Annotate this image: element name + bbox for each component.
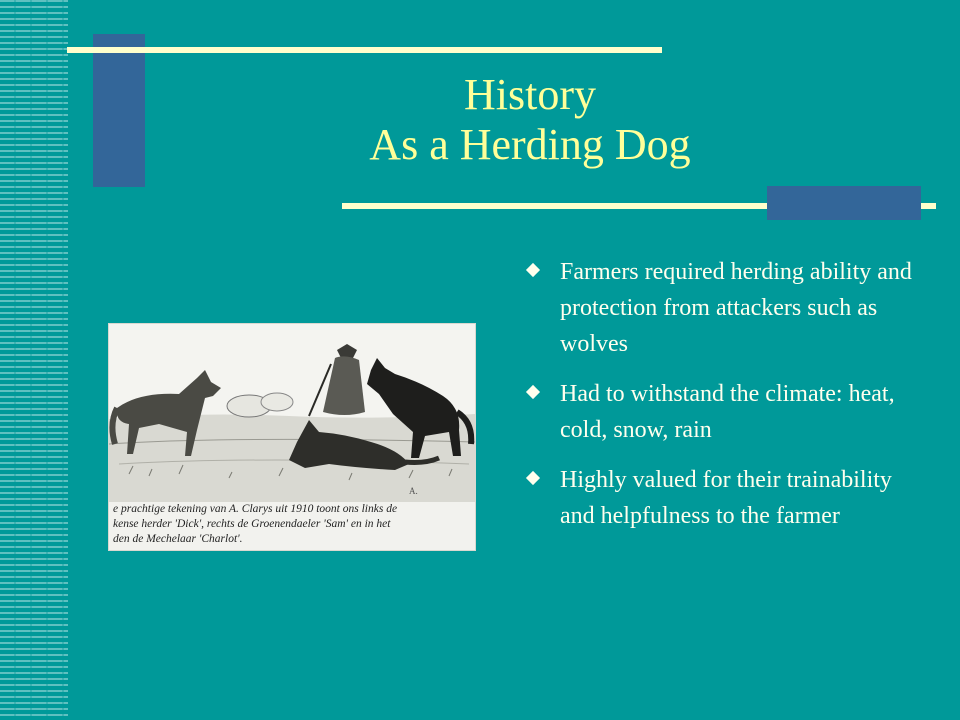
title-rule-top	[67, 47, 662, 53]
striped-side-band	[0, 0, 68, 720]
diamond-bullet-icon	[526, 385, 540, 399]
bullet-text: Farmers required herding ability and protection from attackers such as wolves	[560, 259, 912, 357]
slide-title	[150, 70, 910, 170]
diamond-bullet-icon	[526, 471, 540, 485]
photo-caption	[113, 502, 475, 547]
bullet-item	[524, 376, 924, 448]
drawing-illustration	[109, 324, 475, 502]
caption-line-1: e prachtige tekening van A. Clarys uit 1910 toont ons links de	[113, 503, 398, 515]
bullet-item	[524, 254, 924, 362]
bullet-list	[524, 254, 924, 548]
accent-block-right	[767, 186, 921, 220]
svg-text:A.: A.	[409, 486, 418, 496]
accent-block-left	[93, 34, 145, 187]
bullet-text: Had to withstand the climate: heat, cold, snow, rain	[560, 381, 895, 443]
title-line-2: As a Herding Dog	[369, 120, 691, 169]
diamond-bullet-icon	[526, 263, 540, 277]
title-line-1: History	[464, 70, 596, 119]
historic-dog-drawing	[108, 323, 476, 551]
caption-line-2: kense herder 'Dick', rechts de Groenendaeler 'Sam' en in het	[113, 518, 391, 530]
bullet-item	[524, 462, 924, 534]
bullet-text: Highly valued for their trainability and helpfulness to the farmer	[560, 467, 892, 529]
caption-line-3: den de Mechelaar 'Charlot'.	[113, 533, 243, 545]
